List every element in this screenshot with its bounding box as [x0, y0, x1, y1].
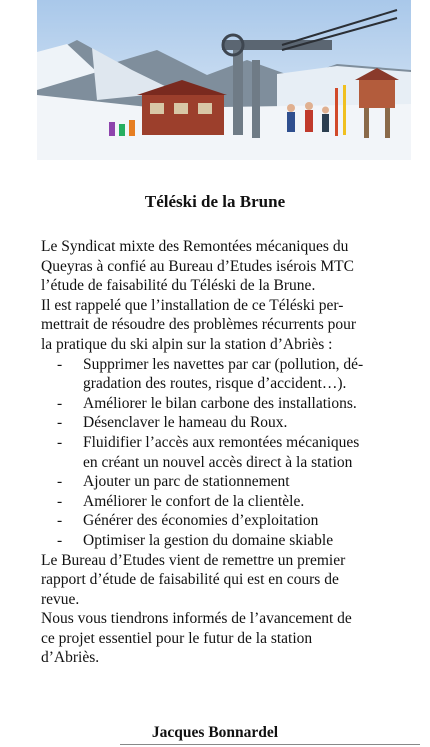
bullet-dash: - — [57, 473, 63, 491]
list-item: - Désenclaver le hameau du Roux. — [57, 414, 288, 432]
bullet-dash: - — [57, 512, 63, 530]
ski-lift-illustration — [37, 0, 411, 160]
closing-line: Le Bureau d’Etudes vient de remettre un premier — [41, 551, 346, 569]
list-item: - Améliorer le bilan carbone des installations. — [57, 394, 357, 412]
article-body — [41, 237, 419, 668]
benefits-list — [41, 355, 419, 551]
list-item: - Générer des économies d’exploitation — [57, 512, 319, 530]
divider — [120, 744, 420, 745]
list-item: - Fluidifier l’accès aux remontées mécaniques en créant un nouvel accès direct à la station — [57, 433, 360, 471]
closing-line: Nous vous tiendrons informés de l’avancement de — [41, 610, 352, 628]
list-item: - Ajouter un parc de stationnement — [57, 473, 290, 491]
ski-lift-photo — [37, 0, 411, 160]
bullet-dash: - — [57, 394, 63, 412]
intro-paragraph — [41, 237, 419, 355]
intro-line: l’étude de faisabilité du Téléski de la Brune. — [41, 277, 316, 295]
list-item: - Supprimer les navettes par car (pollution, dé- gradation des routes, risque d’accident…). — [57, 355, 364, 393]
closing-line: revue. — [41, 590, 80, 608]
intro-line: la pratique du ski alpin sur la station d’Abriès : — [41, 335, 333, 353]
closing-line: ce projet essentiel pour le futur de la station — [41, 629, 313, 647]
bullet-dash: - — [57, 531, 63, 549]
intro-line: Queyras à confié au Bureau d’Etudes isérois MTC — [41, 257, 354, 275]
bullet-dash: - — [57, 414, 63, 432]
bullet-dash: - — [57, 492, 63, 510]
article-title: Téléski de la Brune — [144, 192, 286, 211]
intro-line: Il est rappelé que l’installation de ce Téléski per- — [41, 296, 344, 314]
author-signature: Jacques Bonnardel — [151, 724, 279, 741]
bullet-dash: - — [57, 433, 63, 451]
closing-line: rapport d’étude de faisabilité qui est en cours de — [41, 571, 339, 589]
closing-line: d’Abriès. — [41, 649, 100, 667]
list-item: - Améliorer le confort de la clientèle. — [57, 492, 305, 510]
list-item: - Optimiser la gestion du domaine skiable — [57, 531, 334, 549]
intro-line: mettrait de résoudre des problèmes récurrents pour — [41, 316, 357, 334]
intro-line: Le Syndicat mixte des Remontées mécaniques du — [41, 238, 349, 255]
bullet-dash: - — [57, 355, 63, 373]
closing-paragraph — [41, 551, 419, 669]
